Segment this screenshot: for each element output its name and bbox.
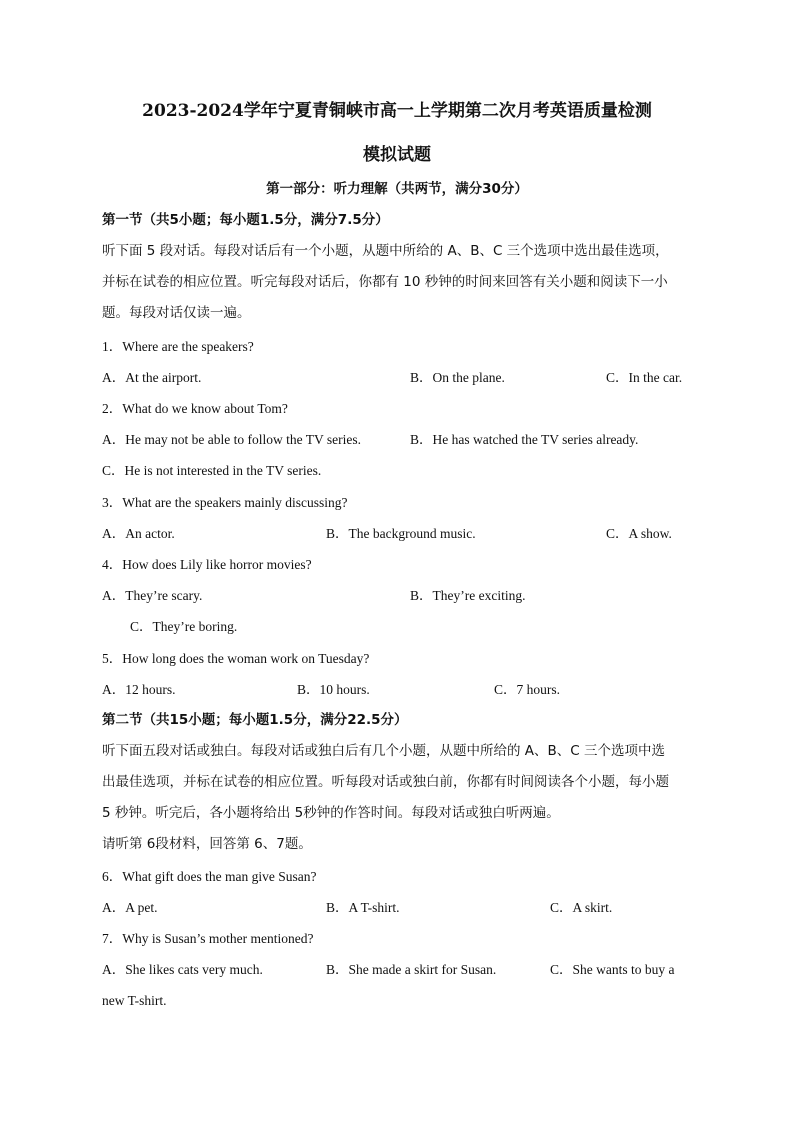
question-7-option-c-continued: new T-shirt. (102, 993, 167, 1008)
question-2-option-c: C．He is not interested in the TV series. (102, 463, 322, 478)
section2-instruction-line: 5 秒钟。听完后，各小题将给出 5秒钟的作答时间。每段对话或独白听两遍。 (102, 805, 560, 821)
question-6-stem: 6．What gift does the man give Susan? (102, 869, 317, 884)
page-subtitle: 模拟试题 (363, 145, 431, 165)
question-2-stem: 2．What do we know about Tom? (102, 401, 288, 416)
section1-header: 第一节（共5小题；每小题1.5分，满分7.5分） (102, 212, 389, 228)
question-5-option-a: A．12 hours. (102, 682, 176, 697)
question-4-option-b: B．They’re exciting. (410, 588, 526, 603)
question-7-option-a: A．She likes cats very much. (102, 962, 263, 977)
question-1-option-b: B．On the plane. (410, 370, 505, 385)
question-2-option-b: B．He has watched the TV series already. (410, 432, 639, 447)
question-7-option-c: C．She wants to buy a (550, 962, 675, 977)
question-6-option-b: B．A T-shirt. (326, 900, 400, 915)
material-note: 请听第 6段材料，回答第 6、7题。 (102, 836, 312, 852)
question-5-option-c: C．7 hours. (494, 682, 561, 697)
section1-instruction-line: 并标在试卷的相应位置。听完每段对话后，你都有 10 秒钟的时间来回答有关小题和阅读下一小 (102, 274, 668, 290)
section2-instruction-line: 出最佳选项，并标在试卷的相应位置。听每段对话或独白前，你都有时间阅读各个小题，每小题 (102, 774, 669, 790)
section2-instruction-line: 听下面五段对话或独白。每段对话或独白后有几个小题，从题中所给的 A、B、C 三个选项中选 (102, 743, 666, 759)
page-title: 2023-2024学年宁夏青铜峡市高一上学期第二次月考英语质量检测 (142, 101, 652, 121)
question-5-stem: 5．How long does the woman work on Tuesday? (102, 651, 370, 666)
question-6-option-a: A．A pet. (102, 900, 158, 915)
question-6-option-c: C．A skirt. (550, 900, 613, 915)
question-2-option-a: A．He may not be able to follow the TV series. (102, 432, 361, 447)
question-7-option-b: B．She made a skirt for Susan. (326, 962, 497, 977)
part1-header: 第一部分：听力理解（共两节，满分30分） (266, 181, 528, 197)
section1-instruction-line: 题。每段对话仅读一遍。 (102, 305, 251, 321)
question-7-stem: 7．Why is Susan’s mother mentioned? (102, 931, 314, 946)
question-3-option-a: A．An actor. (102, 526, 175, 541)
question-1-stem: 1．Where are the speakers? (102, 339, 254, 354)
question-4-stem: 4．How does Lily like horror movies? (102, 557, 312, 572)
question-5-option-b: B．10 hours. (297, 682, 370, 697)
question-1-option-a: A．At the airport. (102, 370, 202, 385)
section1-instruction-line: 听下面 5 段对话。每段对话后有一个小题，从题中所给的 A、B、C 三个选项中选出最佳选项， (102, 243, 669, 259)
question-4-option-a: A．They’re scary. (102, 588, 203, 603)
question-3-stem: 3．What are the speakers mainly discussing? (102, 495, 348, 510)
question-1-option-c: C．In the car. (606, 370, 683, 385)
section2-header: 第二节（共15小题；每小题1.5分，满分22.5分） (102, 712, 408, 728)
question-3-option-b: B．The background music. (326, 526, 476, 541)
question-4-option-c: C．They’re boring. (130, 619, 238, 634)
question-3-option-c: C．A show. (606, 526, 672, 541)
